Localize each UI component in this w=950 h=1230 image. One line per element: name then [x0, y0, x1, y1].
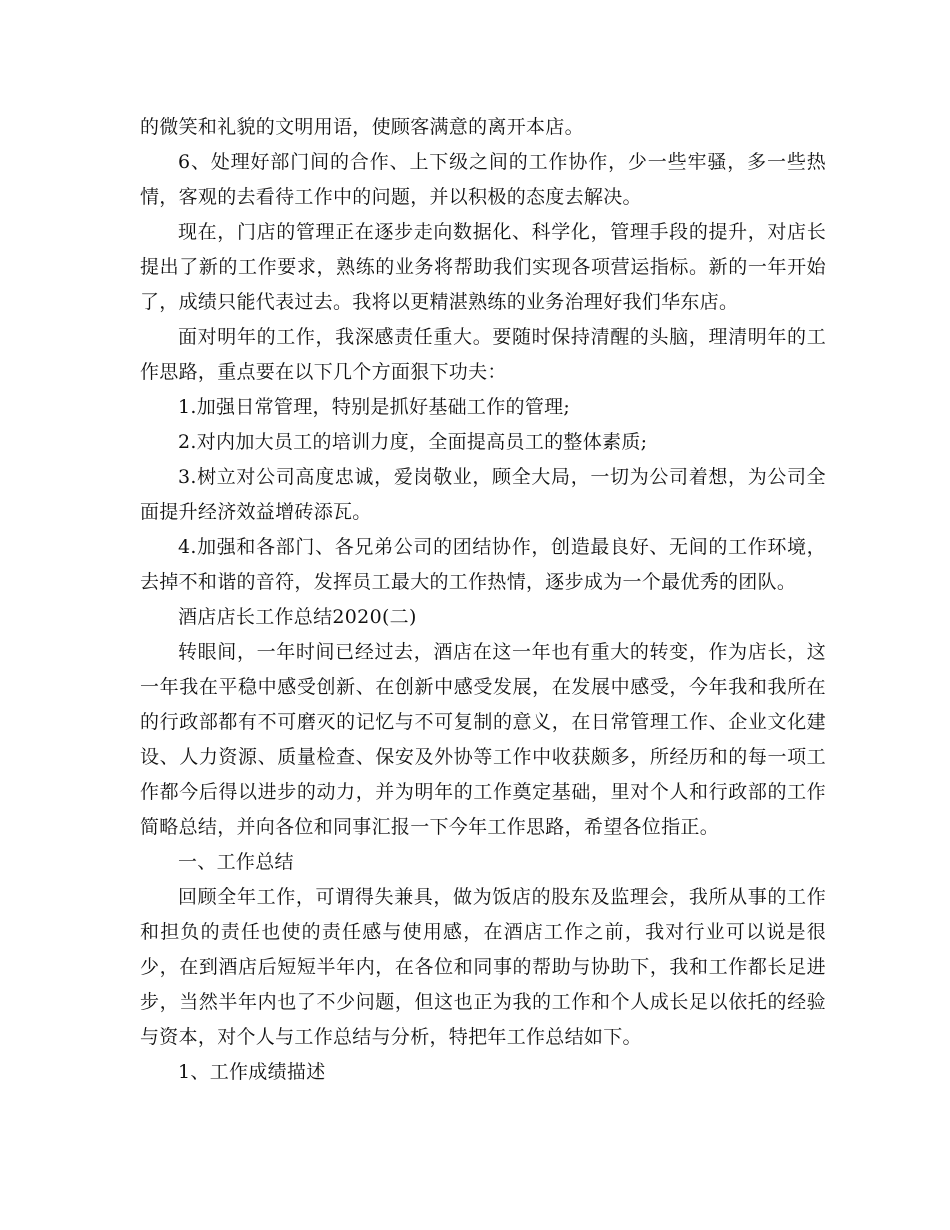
- paragraph-intro: 转眼间，一年时间已经过去，酒店在这一年也有重大的转变，作为店长，这一年我在平稳中感受创新、在创新中感受发展，在发展中感受，今年我和我所在的行政部都有不可磨灭的记忆与不可复制的意义，在日常管理工作、企业文化建设、人力资源、质量检查、保安及外协等工作中收获颇多，所经历和的每一项工作都今后得以进步的动力，并为明年的工作奠定基础，里对个人和行政部的工作简略总结，并向各位和同事汇报一下今年工作思路，希望各位指正。: [140, 641, 826, 838]
- list-item-2: 2.对内加大员工的培训力度，全面提高员工的整体素质;: [178, 431, 648, 453]
- list-item-1: 1.加强日常管理，特别是抓好基础工作的管理;: [178, 396, 571, 418]
- heading-work-summary: 一、工作总结: [178, 851, 294, 873]
- paragraph-management: 现在，门店的管理正在逐步走向数据化、科学化，管理手段的提升，对店长提出了新的工作要求，熟练的业务将帮助我们实现各项营运指标。新的一年开始了，成绩只能代表过去。我将以更精湛熟练的业务治理好我们华东店。: [140, 221, 826, 313]
- paragraph-review: 回顾全年工作，可谓得失兼具，做为饭店的股东及监理会，我所从事的工作和担负的责任也使的责任感与使用感，在酒店工作之前，我对行业可以说是很少，在到酒店后短短半年内，在各位和同事的帮助与协助下，我和工作都长足进步，当然半年内也了不少问题，但这也正为我的工作和个人成长足以依托的经验与资本，对个人与工作总结与分析，特把年工作总结如下。: [140, 886, 826, 1048]
- paragraph-next-year: 面对明年的工作，我深感责任重大。要随时保持清醒的头脑，理清明年的工作思路，重点要在以下几个方面狠下功夫：: [140, 326, 826, 383]
- heading-achievements: 1、工作成绩描述: [178, 1061, 326, 1083]
- list-item-3: 3.树立对公司高度忠诚，爱岗敬业，顾全大局，一切为公司着想，为公司全面提升经济效益增砖添瓦。: [140, 466, 826, 523]
- section-title: 酒店店长工作总结2020(二): [178, 606, 417, 628]
- paragraph-continuation: 的微笑和礼貌的文明用语，使顾客满意的离开本店。: [140, 116, 584, 138]
- paragraph-item-6: 6、处理好部门间的合作、上下级之间的工作协作，少一些牢骚，多一些热情，客观的去看待工作中的问题，并以积极的态度去解决。: [140, 151, 826, 208]
- document-body: [140, 110, 826, 1090]
- list-item-4: 4.加强和各部门、各兄弟公司的团结协作，创造最良好、无间的工作环境，去掉不和谐的音符，发挥员工最大的工作热情，逐步成为一个最优秀的团队。: [140, 536, 826, 593]
